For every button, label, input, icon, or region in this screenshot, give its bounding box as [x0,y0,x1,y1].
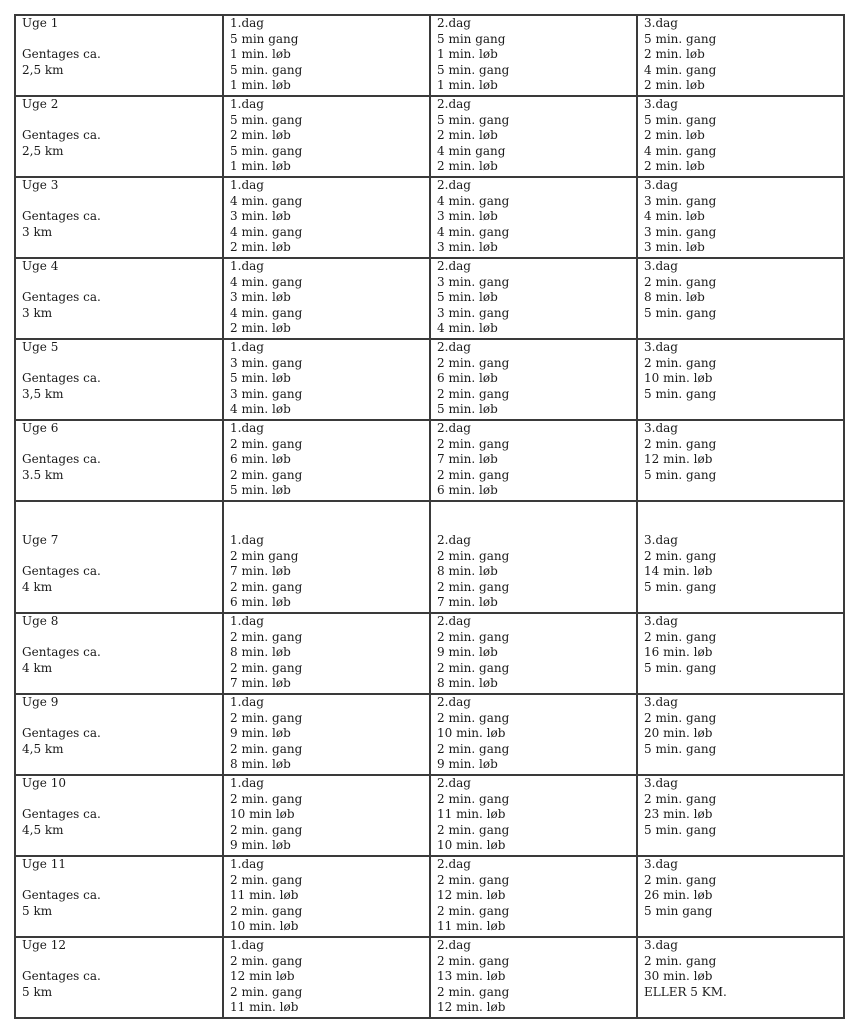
interval-line: 6 min. løb [437,483,498,498]
day-cell [637,339,844,420]
interval-line: 9 min. løb [230,838,291,853]
day-label: 3.dag [644,776,678,790]
interval-line: 6 min. løb [230,595,291,610]
day-label: 2.dag [437,421,471,435]
interval-line: 5 min. gang [437,62,510,77]
interval-line: 4 min. gang [230,305,303,320]
interval-line: 2 min. gang [644,436,717,451]
repeat-label: Gentages ca. [22,726,101,741]
interval-line: 2 min. gang [230,903,303,918]
spacer [22,711,216,727]
day-cell [223,177,430,258]
day-cell [430,613,637,694]
day-label: 1.dag [230,16,264,30]
interval-line: 10 min. løb [437,726,506,741]
interval-line: 20 min. løb [644,726,713,741]
week-row [15,775,844,856]
interval-line: 3 min. gang [644,224,717,239]
week-label: Uge 10 [22,776,66,790]
interval-line: 8 min. løb [644,290,705,305]
interval-line: 11 min. løb [230,1000,299,1015]
interval-line: 11 min. løb [437,919,506,934]
distance-label: 4 km [22,579,53,594]
interval-line: 12 min. løb [437,888,506,903]
week-row [15,613,844,694]
day-label: 1.dag [230,533,264,547]
interval-line: ELLER 5 KM. [644,984,727,999]
day-cell [223,937,430,1018]
interval-line: 3 min. løb [437,240,498,255]
interval-line: 2 min. løb [644,47,705,62]
interval-line: 8 min. løb [437,676,498,691]
interval-line: 12 min løb [230,969,295,984]
week-cell [15,856,223,937]
day-label: 1.dag [230,97,264,111]
interval-line: 5 min. gang [644,741,717,756]
day-label: 3.dag [644,16,678,30]
week-row [15,937,844,1018]
distance-label: 3.5 km [22,467,64,482]
repeat-label: Gentages ca. [22,888,101,903]
spacer [22,630,216,646]
day-label: 1.dag [230,259,264,273]
distance-label: 5 km [22,984,53,999]
interval-line: 3 min. gang [437,274,510,289]
day-cell [637,258,844,339]
day-label: 2.dag [437,776,471,790]
interval-line: 3 min. løb [644,240,705,255]
day-cell [223,339,430,420]
interval-line: 8 min. løb [437,564,498,579]
day-label: 2.dag [437,178,471,192]
week-label: Uge 12 [22,938,66,952]
interval-line: 1 min. løb [230,159,291,174]
week-label: Uge 5 [22,340,59,354]
interval-line: 2 min. gang [644,274,717,289]
interval-line: 6 min. løb [437,371,498,386]
week-row [15,15,844,96]
interval-line: 2 min. gang [437,629,510,644]
interval-line: 12 min. løb [644,452,713,467]
interval-line: 11 min. løb [437,807,506,822]
interval-line: 2 min. gang [230,660,303,675]
week-row [15,694,844,775]
interval-line: 1 min. løb [437,78,498,93]
interval-line: 10 min. løb [644,371,713,386]
interval-line: 2 min. gang [230,467,303,482]
day-label: 1.dag [230,695,264,709]
interval-line: 4 min. gang [230,193,303,208]
interval-line: 9 min. løb [437,757,498,772]
interval-line: 6 min. løb [230,452,291,467]
interval-line: 3 min. gang [644,193,717,208]
interval-line: 2 min. gang [230,436,303,451]
day-label: 3.dag [644,857,678,871]
day-label: 1.dag [230,340,264,354]
interval-line: 10 min. løb [230,919,299,934]
repeat-label: Gentages ca. [22,452,101,467]
spacer [22,32,216,48]
interval-line: 2 min. gang [230,710,303,725]
day-cell [430,420,637,501]
interval-line: 5 min. løb [437,402,498,417]
repeat-label: Gentages ca. [22,564,101,579]
day-label: 2.dag [437,857,471,871]
spacer [22,113,216,129]
interval-line: 2 min gang [230,548,299,563]
interval-line: 2 min. gang [437,953,510,968]
day-cell [430,96,637,177]
interval-line: 2 min. gang [644,355,717,370]
interval-line: 2 min. gang [644,629,717,644]
interval-line: 2 min. gang [644,710,717,725]
interval-line: 3 min. løb [437,209,498,224]
week-row [15,258,844,339]
repeat-label: Gentages ca. [22,645,101,660]
interval-line: 4 min. gang [644,143,717,158]
interval-line: 3 min. gang [437,305,510,320]
interval-line: 2 min. gang [230,629,303,644]
day-label: 1.dag [230,614,264,628]
day-cell [430,177,637,258]
interval-line: 5 min gang [644,903,713,918]
day-cell [223,96,430,177]
interval-line: 2 min. gang [230,741,303,756]
week-cell [15,96,223,177]
day-cell [223,694,430,775]
interval-line: 16 min. løb [644,645,713,660]
day-label: 2.dag [437,533,471,547]
interval-line: 2 min. gang [644,791,717,806]
day-label: 3.dag [644,938,678,952]
interval-line: 7 min. løb [437,452,498,467]
interval-line: 1 min. løb [230,47,291,62]
day-label: 1.dag [230,178,264,192]
repeat-label: Gentages ca. [22,371,101,386]
repeat-label: Gentages ca. [22,969,101,984]
day-cell [430,258,637,339]
day-cell [637,501,844,613]
interval-line: 2 min. gang [437,548,510,563]
interval-line: 1 min. løb [437,47,498,62]
interval-line: 2 min. løb [644,159,705,174]
interval-line: 5 min. gang [230,112,303,127]
interval-line: 4 min. gang [437,224,510,239]
interval-line: 2 min. gang [230,791,303,806]
repeat-label: Gentages ca. [22,290,101,305]
day-cell [430,694,637,775]
distance-label: 5 km [22,903,53,918]
distance-label: 3,5 km [22,386,64,401]
spacer [22,954,216,970]
day-label: 3.dag [644,97,678,111]
interval-line: 3 min. løb [230,209,291,224]
interval-line: 2 min. gang [437,710,510,725]
day-cell [637,613,844,694]
day-cell [223,501,430,613]
interval-line: 5 min. løb [437,290,498,305]
interval-line: 2 min. gang [230,953,303,968]
interval-line: 4 min. løb [644,209,705,224]
week-cell [15,613,223,694]
interval-line: 2 min. gang [230,579,303,594]
interval-line: 2 min. gang [437,903,510,918]
day-label: 1.dag [230,857,264,871]
interval-line: 5 min. gang [644,31,717,46]
week-cell [15,15,223,96]
day-label: 3.dag [644,695,678,709]
spacer [22,792,216,808]
day-label: 1.dag [230,776,264,790]
interval-line: 3 min. løb [230,290,291,305]
distance-label: 3 km [22,305,53,320]
interval-line: 2 min. løb [644,128,705,143]
interval-line: 2 min. løb [437,128,498,143]
day-cell [223,856,430,937]
interval-line: 4 min. gang [230,224,303,239]
interval-line: 2 min. løb [230,240,291,255]
distance-label: 2,5 km [22,143,64,158]
interval-line: 2 min. gang [437,660,510,675]
interval-line: 2 min. gang [644,953,717,968]
week-row [15,339,844,420]
day-label: 2.dag [437,340,471,354]
day-label: 3.dag [644,614,678,628]
day-cell [637,694,844,775]
interval-line: 2 min. løb [644,78,705,93]
interval-line: 13 min. løb [437,969,506,984]
day-cell [430,856,637,937]
interval-line: 10 min løb [230,807,295,822]
interval-line: 4 min. gang [644,62,717,77]
interval-line: 2 min. gang [437,822,510,837]
day-cell [223,420,430,501]
interval-line: 5 min. gang [644,467,717,482]
week-row [15,501,844,613]
day-cell [637,177,844,258]
interval-line: 7 min. løb [230,676,291,691]
week-cell [15,501,223,613]
interval-line: 4 min. løb [437,321,498,336]
day-cell [430,501,637,613]
week-label: Uge 2 [22,97,59,111]
day-cell [223,258,430,339]
interval-line: 2 min. gang [644,872,717,887]
interval-line: 30 min. løb [644,969,713,984]
week-label: Uge 1 [22,16,59,30]
interval-line: 8 min. løb [230,757,291,772]
interval-line: 5 min. gang [644,305,717,320]
interval-line: 4 min. gang [230,274,303,289]
interval-line: 5 min. gang [644,579,717,594]
interval-line: 3 min. gang [230,355,303,370]
interval-line: 2 min. gang [437,872,510,887]
day-cell [223,15,430,96]
day-cell [430,15,637,96]
week-cell [15,694,223,775]
spacer [22,275,216,291]
week-label: Uge 3 [22,178,59,192]
day-cell [637,775,844,856]
week-row [15,177,844,258]
week-cell [15,258,223,339]
interval-line: 7 min. løb [437,595,498,610]
interval-line: 2 min. gang [230,822,303,837]
day-label: 2.dag [437,16,471,30]
week-cell [15,177,223,258]
interval-line: 2 min. gang [437,386,510,401]
interval-line: 2 min. gang [437,467,510,482]
repeat-label: Gentages ca. [22,47,101,62]
day-cell [637,96,844,177]
interval-line: 5 min. gang [644,112,717,127]
distance-label: 3 km [22,224,53,239]
interval-line: 2 min. løb [230,321,291,336]
day-label: 2.dag [437,938,471,952]
repeat-label: Gentages ca. [22,209,101,224]
spacer [22,356,216,372]
interval-line: 4 min. gang [437,193,510,208]
interval-line: 3 min. gang [230,386,303,401]
interval-line: 2 min. løb [437,159,498,174]
distance-label: 4,5 km [22,822,64,837]
interval-line: 2 min. gang [437,984,510,999]
interval-line: 9 min. løb [437,645,498,660]
interval-line: 5 min. gang [230,143,303,158]
week-label: Uge 7 [22,533,59,547]
week-label: Uge 8 [22,614,59,628]
interval-line: 2 min. gang [230,872,303,887]
interval-line: 2 min. gang [230,984,303,999]
week-row [15,420,844,501]
interval-line: 23 min. løb [644,807,713,822]
spacer [22,194,216,210]
distance-label: 4 km [22,660,53,675]
week-cell [15,420,223,501]
week-cell [15,937,223,1018]
interval-line: 4 min. løb [230,402,291,417]
day-cell [223,613,430,694]
week-label: Uge 9 [22,695,59,709]
day-cell [430,775,637,856]
week-cell [15,775,223,856]
interval-line: 5 min gang [437,31,506,46]
week-label: Uge 11 [22,857,66,871]
day-label: 3.dag [644,533,678,547]
interval-line: 8 min. løb [230,645,291,660]
week-cell [15,339,223,420]
day-label: 2.dag [437,614,471,628]
day-label: 1.dag [230,938,264,952]
week-label: Uge 4 [22,259,59,273]
interval-line: 5 min. gang [230,62,303,77]
day-label: 3.dag [644,421,678,435]
day-cell [637,420,844,501]
day-label: 2.dag [437,259,471,273]
day-label: 2.dag [437,97,471,111]
day-cell [223,775,430,856]
interval-line: 4 min gang [437,143,506,158]
interval-line: 12 min. løb [437,1000,506,1015]
day-label: 3.dag [644,178,678,192]
day-cell [637,856,844,937]
day-label: 2.dag [437,695,471,709]
repeat-label: Gentages ca. [22,807,101,822]
day-label: 1.dag [230,421,264,435]
interval-line: 1 min. løb [230,78,291,93]
interval-line: 11 min. løb [230,888,299,903]
week-label: Uge 6 [22,421,59,435]
interval-line: 5 min. løb [230,371,291,386]
interval-line: 2 min. gang [644,548,717,563]
day-cell [430,339,637,420]
interval-line: 2 min. gang [437,579,510,594]
interval-line: 5 min. gang [644,822,717,837]
interval-line: 5 min gang [230,31,299,46]
interval-line: 14 min. løb [644,564,713,579]
week-row [15,856,844,937]
week-row [15,96,844,177]
training-schedule-table [14,14,845,1019]
interval-line: 2 min. gang [437,791,510,806]
repeat-label: Gentages ca. [22,128,101,143]
day-cell [637,937,844,1018]
spacer [22,437,216,453]
training-schedule-body [15,15,844,1018]
interval-line: 2 min. gang [437,741,510,756]
spacer [22,549,216,565]
day-cell [637,15,844,96]
interval-line: 26 min. løb [644,888,713,903]
distance-label: 2,5 km [22,62,64,77]
interval-line: 10 min. løb [437,838,506,853]
interval-line: 7 min. løb [230,564,291,579]
interval-line: 5 min. gang [437,112,510,127]
interval-line: 2 min. gang [437,355,510,370]
day-cell [430,937,637,1018]
interval-line: 2 min. løb [230,128,291,143]
interval-line: 2 min. gang [437,436,510,451]
interval-line: 5 min. løb [230,483,291,498]
spacer [22,873,216,889]
interval-line: 9 min. løb [230,726,291,741]
interval-line: 5 min. gang [644,660,717,675]
distance-label: 4,5 km [22,741,64,756]
day-label: 3.dag [644,259,678,273]
day-label: 3.dag [644,340,678,354]
interval-line: 5 min. gang [644,386,717,401]
